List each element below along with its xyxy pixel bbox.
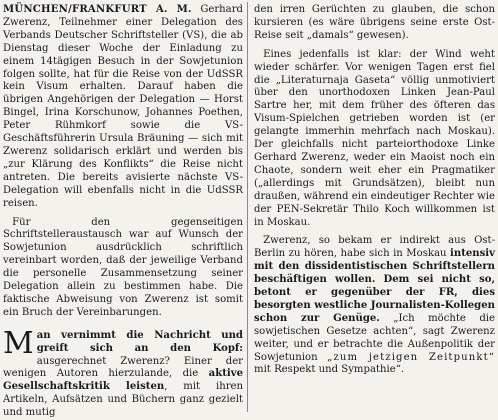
article-paragraph <box>3 217 243 320</box>
article-column-right <box>254 4 495 377</box>
article-paragraph-text: , mit ihren Artikeln, Aufsätzen und Büchern ganz gezielt und mutig <box>3 381 243 419</box>
article-paragraph-text: Gerhard Zwerenz, Teilnehmer einer Delegation des Verbands Deutscher Schriftsteller (VS), die ab Dienstag dieser Woche der Einladung zu einem 14tägigen Besuch in der Sowjetunion folgen sollte, hat für die Reise von der UdSSR kein Visum erhalten. Darauf haben die übrigen Angehörigen der Delegation — Horst Bingel, Irina Korschunow, Johannes Poethen, Peter Rühmkorf sowie die VS-Geschäftsführerin Ursula Bräuning — sich mit Zwerenz solidarisch erklärt und werden bis „zur Klärung des Konflikts“ die Reise nicht antreten. Die bereits avisierte nächste VS-Delegation will ebenfalls nicht in die UdSSR reisen. <box>3 4 243 209</box>
article-bold-text: an vernimmt die Nachricht und greift sich an den Kopf: <box>36 329 243 354</box>
article-paragraph-text: mit Respekt und Sympathie“. <box>254 364 405 376</box>
article-bold-text: intensiv mit den dissidentistischen Schriftstellern beschäftigen wollen. Dem sei nicht so, betont er gegenüber der FR, dies besorgten westliche Journalisten-Kollegen schon zur Genüge. <box>254 248 495 324</box>
article-paragraph <box>254 49 495 230</box>
article-paragraph <box>254 235 495 377</box>
article-dateline: MÜNCHEN/FRANKFURT A. M. <box>3 4 192 15</box>
article-paragraph-text: Zwerenz, so bekam er indirekt aus Ost-Berlin zu hören, habe sich in Moskau <box>254 235 495 260</box>
article-paragraph-text: den irren Gerüchten zu glauben, die schon kursieren (es wäre übrigens seine erste Ost-Reise seit „damals“ gewesen). <box>254 4 495 41</box>
article-paragraph-text: Eines jedenfalls ist klar: der Wind weht wieder schärfer. Vor wenigen Tagen erst fiel die „Literaturnaja Gaseta“ völlig unmotiviert über den unorthodoxen Linken Jean-Paul Sartre her, mit dem früher des öfteren das Visum-Spielchen getrieben worden ist (er gelangte immerhin mehrfach nach Moskau). Der gleichfalls nicht parteiorthodoxe Linke Gerhard Zwerenz, weder ein Maoist noch ein Chaote, sondern weit eher ein Pragmatiker („allerdings mit Grundsätzen), bleibt nun draußen, während ein eindeutiger Rechter wie der PEN-Sekretär Thilo Koch willkommen ist in Moskau. <box>254 48 495 228</box>
article-paragraph <box>254 4 495 43</box>
article-column-left <box>3 4 243 420</box>
article-paragraph <box>3 4 243 211</box>
article-paragraph-text: „Ich möchte die sowjetischen Gesetze achten“, sagt Zwerenz weiter, und er betrachte die Außenpolitik der Sowjetunion <box>254 312 495 363</box>
article-paragraph-text: ausgerechnet Zwerenz? Einer der wenigen Autoren hierzulande, die <box>3 355 243 380</box>
article-paragraph-text: Für den gegenseitigen Schriftstelleraustausch war auf Wunsch der Sowjetunion ausdrücklich schriftlich vereinbart worden, daß der jeweilige Verband die personelle Zusammensetzung seiner Delegation allein zu bestimmen habe. Die faktische Abweisung von Zwerenz ist somit ein Bruch der Vereinbarungen. <box>3 216 243 318</box>
article-paragraph-commentary <box>3 325 243 420</box>
drop-cap: M <box>3 325 34 361</box>
column-divider <box>247 2 248 412</box>
article-spaced-text: „zum jetzigen Zeitpunkt“ <box>327 351 495 363</box>
article-bold-text: aktive Gesellschaftskritik leisten <box>3 368 243 393</box>
